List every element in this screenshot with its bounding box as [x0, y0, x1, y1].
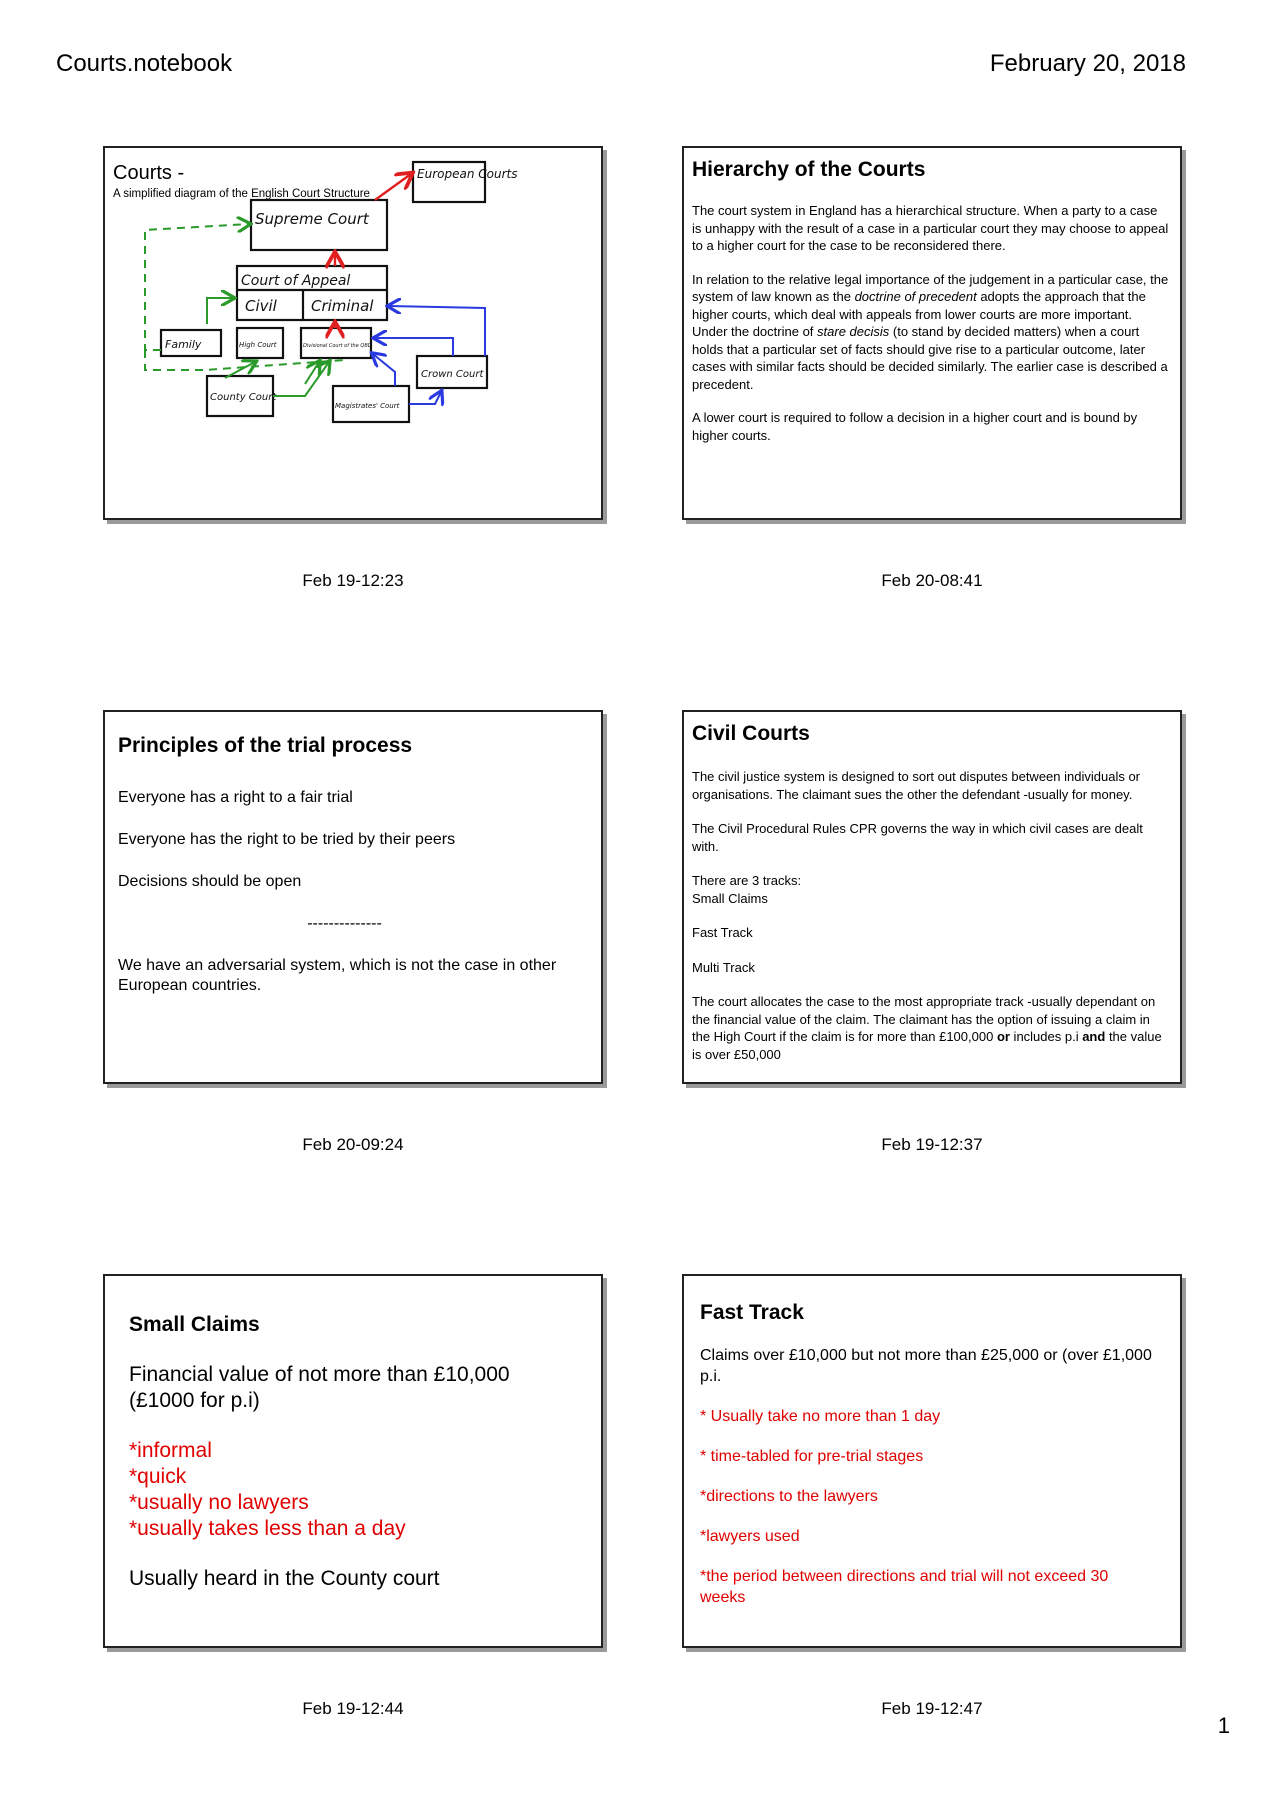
- track-item: Fast Track: [692, 925, 753, 940]
- paragraph: In relation to the relative legal importance of the judgement in a particular case, the system of law known as the doctrine of precedent adopts the approach that the higher courts, which deal with appeals from lower courts are more important. Under the doctrine of stare decisis (to stand by decided matters) when a court holds that a particular set of facts should give rise to a particular outcome, later cases with similar facts should be decided similarly. The earlier case is described a precedent.: [692, 271, 1169, 392]
- bullet-item: * time-tabled for pre-trial stages: [700, 1448, 924, 1465]
- slide-timestamp: Feb 19-12:44: [302, 1699, 404, 1718]
- slide-timestamp: Feb 19-12:23: [302, 571, 404, 590]
- closing-line: Usually heard in the County court: [129, 1567, 440, 1590]
- slide-civil-courts[interactable]: [682, 710, 1182, 1084]
- crown-label: Crown Court: [421, 369, 484, 380]
- notebook-date: February 20, 2018: [989, 50, 1186, 77]
- bullet-item: *directions to the lawyers: [700, 1488, 878, 1505]
- paragraph: The civil justice system is designed to sort out disputes between individuals or organisations. The claimant sues the other the defendant -usually for money.: [692, 769, 1140, 802]
- principle-line: Everyone has the right to be tried by their peers: [118, 831, 456, 848]
- magistrates-label: Magistrates' Court: [335, 402, 400, 410]
- bullet-list: *informal *quick *usually no lawyers *usually takes less than a day: [129, 1439, 406, 1540]
- intro-line: Claims over £10,000 but not more than £25,000 or (over £1,000 p.i.: [700, 1347, 1152, 1385]
- court-structure-diagram: [105, 148, 603, 520]
- tracks-list: There are 3 tracks: Small Claims: [692, 873, 802, 906]
- slide-fast-track[interactable]: [682, 1274, 1182, 1648]
- slide-principles[interactable]: [103, 710, 603, 1084]
- slide-title: Principles of the trial process: [118, 734, 413, 757]
- slide-timestamp: Feb 20-09:24: [302, 1135, 404, 1154]
- divider: --------------: [307, 915, 382, 932]
- paragraph: The court system in England has a hierarchical structure. When a party to a case is unhappy with the result of a case in a particular court they may choose to appeal to a higher court for the case to be reconsidered there.: [692, 203, 1169, 253]
- bullet-item: *lawyers used: [700, 1528, 800, 1545]
- paragraph: The court allocates the case to the most appropriate track -usually dependant on the financial value of the claim. The claimant has the option of issuing a claim in the High Court if the claim is for more than £100,000 or includes p.i and the value is over £50,000: [692, 994, 1162, 1062]
- slide-hierarchy[interactable]: [682, 146, 1182, 520]
- principle-line: Decisions should be open: [118, 873, 302, 890]
- slide-timestamp: Feb 19-12:47: [881, 1699, 983, 1718]
- slide-title: Courts -: [113, 162, 185, 184]
- divisional-label: Divisional Court of the QBD: [303, 343, 372, 349]
- paragraph: A lower court is required to follow a decision in a higher court and is bound by higher courts.: [692, 410, 1138, 443]
- slide-timestamp: Feb 20-08:41: [881, 571, 983, 590]
- track-item: Multi Track: [692, 959, 755, 975]
- appeal-label: Court of Appeal: [241, 273, 351, 289]
- slide-title: Hierarchy of the Courts: [692, 158, 926, 181]
- criminal-label: Criminal: [311, 297, 374, 315]
- county-label: County Court: [210, 392, 277, 403]
- slide-subtitle: A simplified diagram of the English Court Structure: [113, 188, 370, 200]
- principle-line: Everyone has a right to a fair trial: [118, 789, 353, 806]
- bullet-item: * Usually take no more than 1 day: [700, 1408, 941, 1425]
- bullet-item: *the period between directions and trial will not exceed 30 weeks: [700, 1568, 1109, 1606]
- slide-title: Fast Track: [700, 1301, 804, 1324]
- notebook-title: Courts.notebook: [56, 50, 233, 77]
- closing-line: We have an adversarial system, which is not the case in other European countries.: [118, 957, 557, 994]
- slide-small-claims[interactable]: [103, 1274, 603, 1648]
- family-label: Family: [165, 338, 202, 351]
- slide-courts-diagram[interactable]: [103, 146, 603, 520]
- slide-title: Small Claims: [129, 1313, 260, 1336]
- slide-timestamp: Feb 19-12:37: [881, 1135, 983, 1154]
- european-label: European Courts: [417, 167, 518, 181]
- value-line: Financial value of not more than £10,000 (£1000 for p.i): [129, 1363, 510, 1412]
- civil-label: Civil: [245, 297, 277, 315]
- slide-title: Civil Courts: [692, 722, 810, 745]
- page-number: 1: [1217, 1713, 1230, 1738]
- supreme-label: Supreme Court: [255, 210, 369, 228]
- high-label: High Court: [239, 341, 277, 349]
- paragraph: The Civil Procedural Rules CPR governs the way in which civil cases are dealt with.: [692, 821, 1143, 854]
